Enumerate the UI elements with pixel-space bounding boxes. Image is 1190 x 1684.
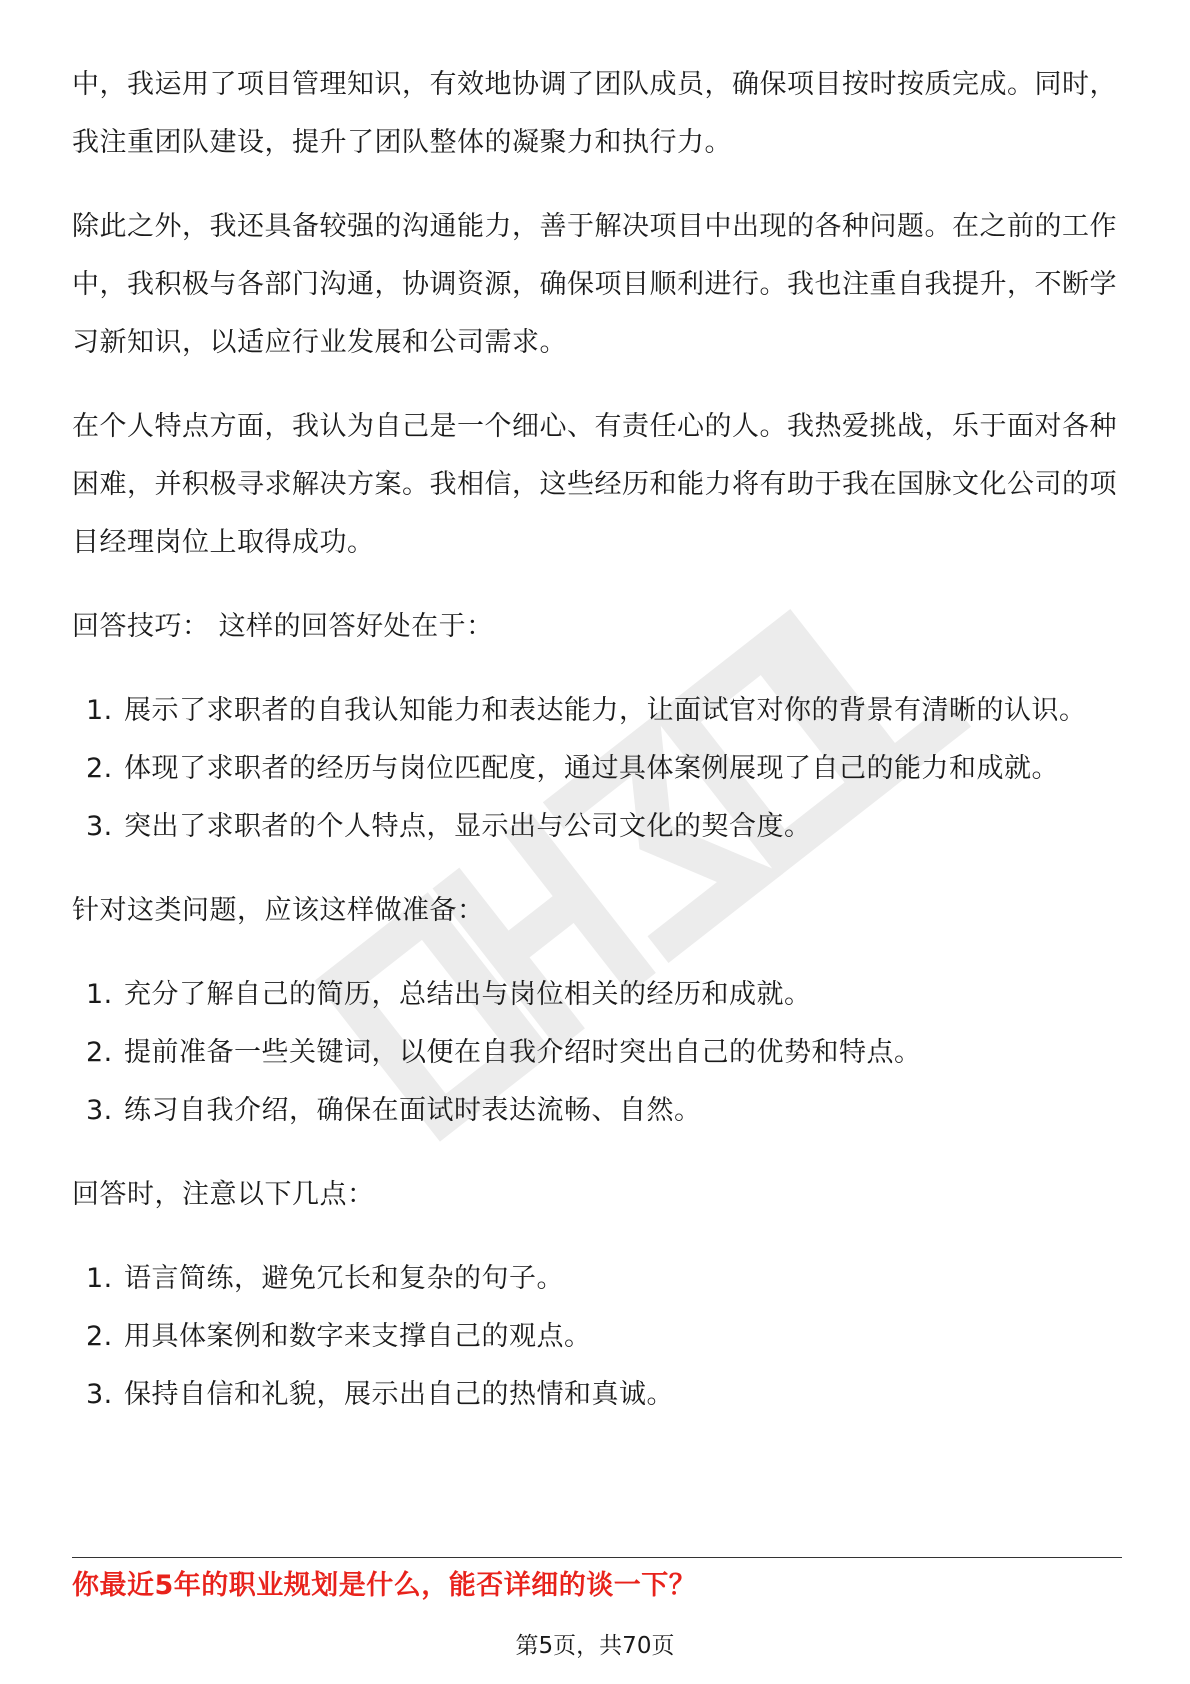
list-item-text: 提前准备一些关键词，以便在自我介绍时突出自己的优势和特点。 — [124, 1037, 922, 1068]
list-item — [72, 1308, 1122, 1366]
list-item — [72, 1024, 1122, 1082]
notes-list — [72, 1250, 1122, 1424]
list-item-number: 3. — [86, 1379, 113, 1410]
paragraph-communication: 除此之外，我还具备较强的沟通能力，善于解决项目中出现的各种问题。在之前的工作中，我积极与各部门沟通，协调资源，确保项目顺利进行。我也注重自我提升，不断学习新知识，以适应行业发展和公司需求。 — [72, 211, 1117, 358]
list-item-text: 用具体案例和数字来支撑自己的观点。 — [124, 1321, 592, 1352]
list-item-number: 2. — [86, 1321, 113, 1352]
list-item-number: 1. — [86, 1263, 113, 1294]
next-question-heading: 你最近5年的职业规划是什么，能否详细的谈一下？ — [72, 1570, 697, 1601]
list-item — [72, 682, 1122, 740]
list-item-text: 突出了求职者的个人特点，显示出与公司文化的契合度。 — [124, 811, 812, 842]
list-item — [72, 966, 1122, 1024]
list-item — [72, 1082, 1122, 1140]
list-item — [72, 1366, 1122, 1424]
document-body — [72, 56, 1122, 1450]
list-item-text: 语言简练，避免冗长和复杂的句子。 — [124, 1263, 564, 1294]
list-item-number: 1. — [86, 979, 113, 1010]
list-item-number: 1. — [86, 695, 113, 726]
page-number-footer: 第5页，共70页 — [515, 1633, 675, 1659]
tips-list — [72, 682, 1122, 856]
tips-heading: 回答技巧： 这样的回答好处在于： — [72, 611, 494, 642]
prep-heading: 针对这类问题，应该这样做准备： — [72, 895, 485, 926]
list-item-text: 练习自我介绍，确保在面试时表达流畅、自然。 — [124, 1095, 702, 1126]
list-item-number: 2. — [86, 753, 113, 784]
list-item-text: 保持自信和礼貌，展示出自己的热情和真诚。 — [124, 1379, 674, 1410]
list-item-text: 体现了求职者的经历与岗位匹配度，通过具体案例展现了自己的能力和成就。 — [124, 753, 1059, 784]
paragraph-management: 中，我运用了项目管理知识，有效地协调了团队成员，确保项目按时按质完成。同时，我注重团队建设，提升了团队整体的凝聚力和执行力。 — [72, 69, 1117, 158]
list-item — [72, 740, 1122, 798]
paragraph-personal-traits: 在个人特点方面，我认为自己是一个细心、有责任心的人。我热爱挑战，乐于面对各种困难，并积极寻求解决方案。我相信，这些经历和能力将有助于我在国脉文化公司的项目经理岗位上取得成功。 — [72, 411, 1117, 558]
list-item-text: 展示了求职者的自我认知能力和表达能力，让面试官对你的背景有清晰的认识。 — [124, 695, 1087, 726]
list-item-number: 3. — [86, 811, 113, 842]
list-item-number: 3. — [86, 1095, 113, 1126]
list-item-number: 2. — [86, 1037, 113, 1068]
list-item — [72, 1250, 1122, 1308]
prep-list — [72, 966, 1122, 1140]
list-item — [72, 798, 1122, 856]
list-item-text: 充分了解自己的简历，总结出与岗位相关的经历和成就。 — [124, 979, 812, 1010]
section-divider — [72, 1557, 1122, 1558]
notes-heading: 回答时，注意以下几点： — [72, 1179, 375, 1210]
